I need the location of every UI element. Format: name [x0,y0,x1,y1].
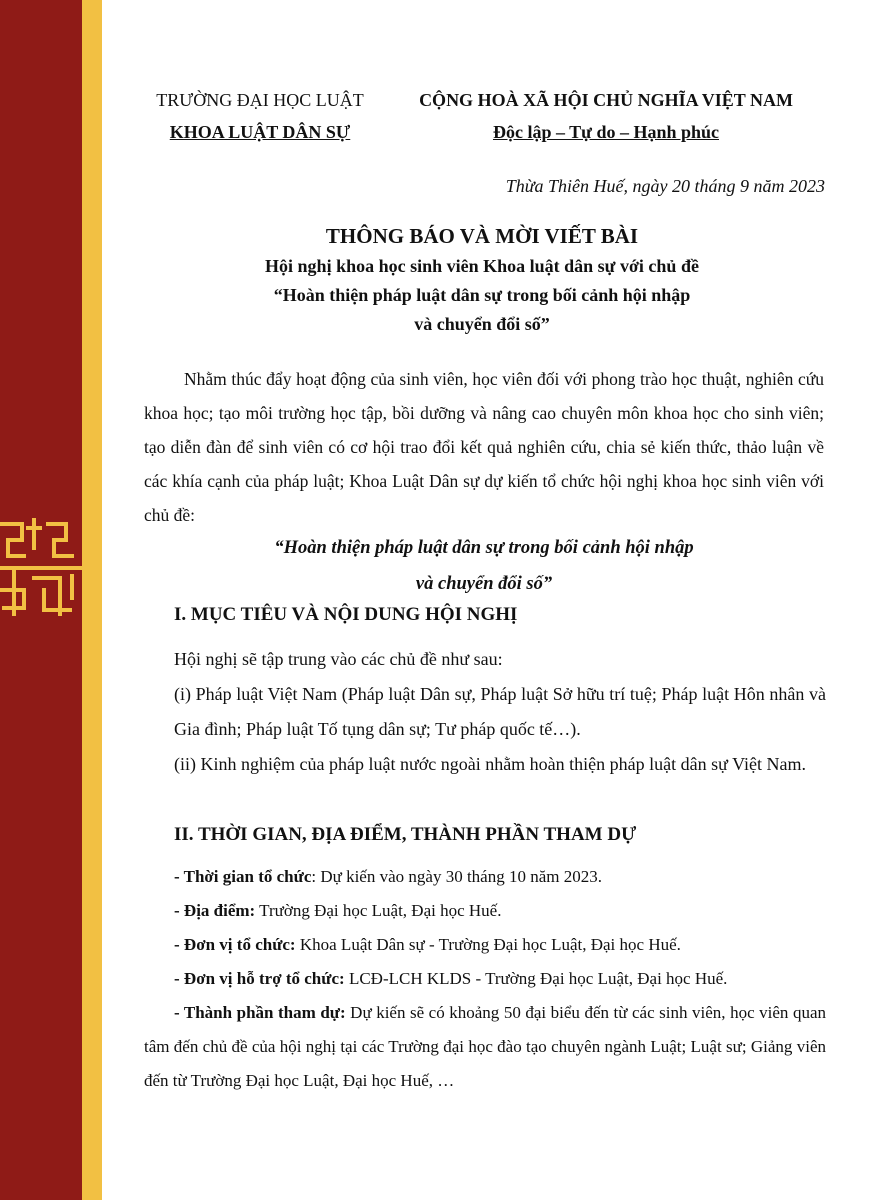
support-label: - Đơn vị hỗ trợ tổ chức: [174,969,345,988]
section-1-item-2: (ii) Kinh nghiệm của pháp luật nước ngoài nhằm hoàn thiện pháp luật dân sự Việt Nam. [174,754,806,774]
support-value: LCĐ-LCH KLDS - Trường Đại học Luật, Đại học Huế. [344,969,728,988]
title-sub-3: và chuyển đổi số” [414,314,550,334]
intro-paragraph: Nhằm thúc đẩy hoạt động của sinh viên, học viên đối với phong trào học thuật, nghiên cứu khoa học; tạo môi trường học tập, bồi dưỡng và nâng cao chuyên môn khoa học cho sinh viên; tạo diễn đàn để sinh viên có cơ hội trao đổi kết quả nghiên cứu, chia sẻ kiến thức, thảo luận về các khía cạnh của pháp luật; Khoa Luật Dân sự dự kiến tổ chức hội nghị khoa học sinh viên với chủ đề: [144,369,824,525]
ornament-pattern-icon [0,518,82,618]
section-1-item-1: (i) Pháp luật Việt Nam (Pháp luật Dân sự, Pháp luật Sở hữu trí tuệ; Pháp luật Hôn nhân và Gia đình; Pháp luật Tố tụng dân sự; Tư pháp quốc tế…). [174,684,826,739]
section-1-lead: Hội nghị sẽ tập trung vào các chủ đề như sau: [174,649,503,669]
document-title: THÔNG BÁO VÀ MỜI VIẾT BÀI [325,224,639,248]
conference-theme [144,530,824,602]
place-value: Trường Đại học Luật, Đại học Huế. [255,901,502,920]
header-left [144,88,376,144]
time-value: : Dự kiến vào ngày 30 tháng 10 năm 2023. [311,867,602,886]
attendees-label: - Thành phần tham dự: [174,1003,346,1022]
support-row [144,962,826,996]
national-motto: Độc lập – Tự do – Hạnh phúc [492,122,720,142]
attendees-row [144,996,826,1098]
attendees-value: Dự kiến sẽ có khoảng 50 đại biểu đến từ các sinh viên, học viên quan tâm đến chủ đề của hội nghị tại các Trường đại học đào tạo chuyên ngành Luật; Luật sư; Giảng viên đến từ Trường Đại học Luật, Đại học Huế, … [144,1003,826,1090]
time-label: - Thời gian tổ chức [174,867,312,886]
document-page [102,0,893,1200]
organizer-value: Khoa Luật Dân sự - Trường Đại học Luật, Đại học Huế. [295,935,681,954]
faculty-name: KHOA LUẬT DÂN SỰ [169,122,351,142]
section-2-body [144,860,826,1098]
organizer-row [144,928,826,962]
title-sub-1: Hội nghị khoa học sinh viên Khoa luật dân sự với chủ đề [265,256,699,276]
national-title: CỘNG HOÀ XÃ HỘI CHỦ NGHĨA VIỆT NAM [419,90,793,110]
place-label: - Địa điểm: [174,901,256,920]
section-2-heading: II. THỜI GIAN, ĐỊA ĐIỂM, THÀNH PHẦN THAM DỰ [174,824,637,845]
section-1-body [174,642,826,782]
title-sub-2: “Hoàn thiện pháp luật dân sự trong bối cảnh hội nhập [273,285,691,305]
left-yellow-band [82,0,102,1200]
document-date: Thừa Thiên Huế, ngày 20 tháng 9 năm 2023 [505,176,825,196]
place-row [144,894,826,928]
university-name: TRƯỜNG ĐẠI HỌC LUẬT [156,90,364,110]
title-block [142,222,822,337]
theme-line-1: “Hoàn thiện pháp luật dân sự trong bối cảnh hội nhập [274,538,694,558]
theme-line-2: và chuyển đổi số” [415,574,553,594]
section-1-heading: I. MỤC TIÊU VÀ NỘI DUNG HỘI NGHỊ [174,604,518,625]
organizer-label: - Đơn vị tổ chức: [174,935,296,954]
header-right [394,88,818,144]
time-row [144,860,826,894]
